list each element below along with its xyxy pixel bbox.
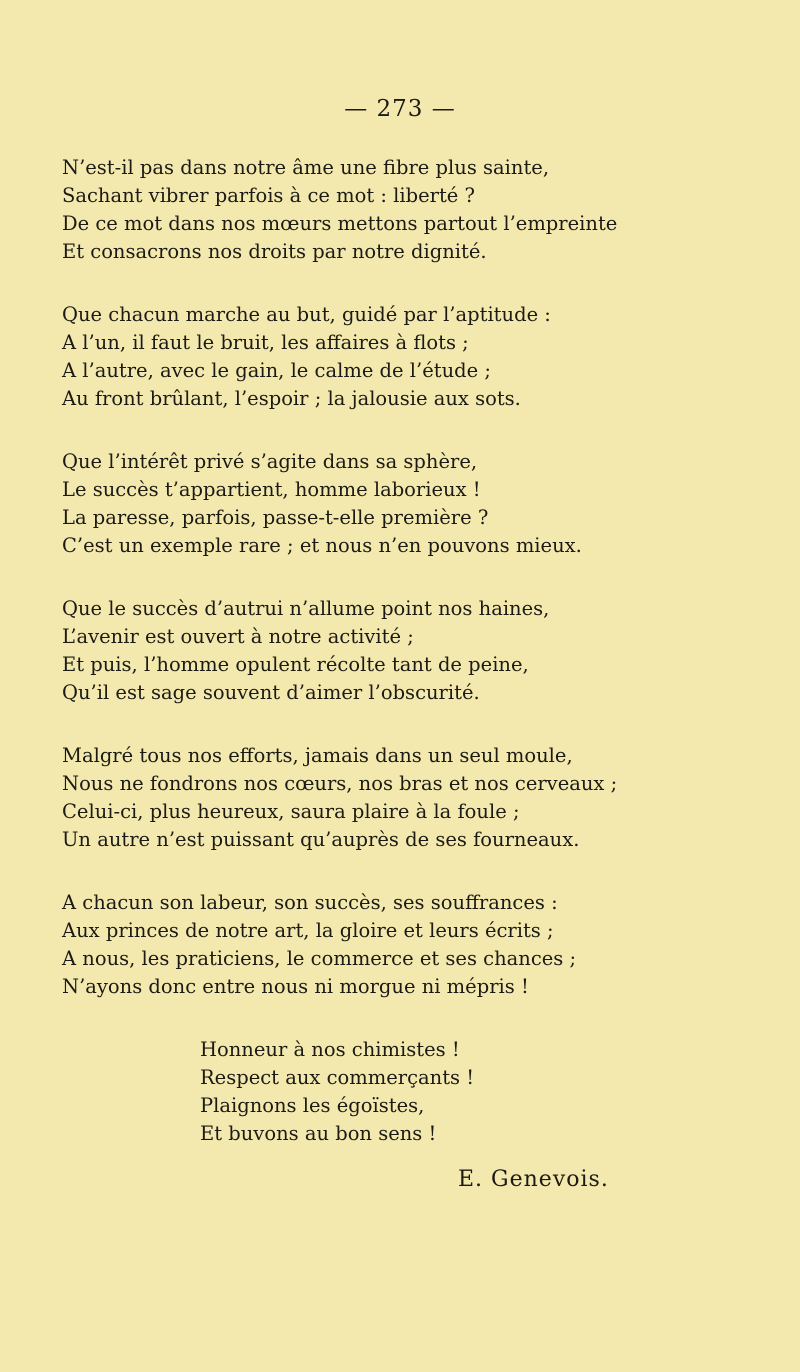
stanza-6	[62, 889, 752, 1001]
poem-line: Qu’il est sage souvent d’aimer l’obscurité.	[62, 681, 480, 704]
stanza-3	[62, 448, 752, 560]
refrain	[200, 1036, 752, 1148]
poem-line: Aux princes de notre art, la gloire et leurs écrits ;	[62, 919, 554, 942]
poem-line: Au front brûlant, l’espoir ; la jalousie aux sots.	[62, 387, 521, 410]
poem-line: Le succès t’appartient, homme laborieux !	[62, 478, 481, 501]
poem-line: C’est un exemple rare ; et nous n’en pouvons mieux.	[62, 534, 582, 557]
refrain-line: Plaignons les égoïstes,	[200, 1094, 425, 1117]
poem-line: Nous ne fondrons nos cœurs, nos bras et nos cerveaux ;	[62, 772, 618, 795]
stanza-4	[62, 595, 752, 707]
page-number: — 273 —	[344, 96, 456, 122]
poem-line: A l’un, il faut le bruit, les affaires à flots ;	[62, 331, 469, 354]
poem	[62, 154, 752, 1183]
poem-line: Que l’intérêt privé s’agite dans sa sphère,	[62, 450, 478, 473]
poem-line: De ce mot dans nos mœurs mettons partout l’empreinte	[62, 212, 618, 235]
poem-line: A chacun son labeur, son succès, ses souffrances :	[62, 891, 558, 914]
poem-line: Sachant vibrer parfois à ce mot : liberté ?	[62, 184, 475, 207]
author-signature: E. Genevois.	[458, 1167, 609, 1192]
refrain-line: Respect aux commerçants !	[200, 1066, 475, 1089]
refrain-line: Honneur à nos chimistes !	[200, 1038, 460, 1061]
poem-line: Et consacrons nos droits par notre dignité.	[62, 240, 487, 263]
poem-line: Que le succès d’autrui n’allume point nos haines,	[62, 597, 550, 620]
refrain-line: Et buvons au bon sens !	[200, 1122, 437, 1145]
poem-line: L’avenir est ouvert à notre activité ;	[62, 625, 414, 648]
poem-line: N’ayons donc entre nous ni morgue ni mépris !	[62, 975, 529, 998]
poem-line: Malgré tous nos efforts, jamais dans un seul moule,	[62, 744, 573, 767]
poem-line: A l’autre, avec le gain, le calme de l’étude ;	[62, 359, 491, 382]
stanza-1	[62, 154, 752, 266]
stanza-2	[62, 301, 752, 413]
poem-line: Celui-ci, plus heureux, saura plaire à la foule ;	[62, 800, 520, 823]
poem-line: A nous, les praticiens, le commerce et ses chances ;	[62, 947, 577, 970]
stanza-5	[62, 742, 752, 854]
poem-line: N’est-il pas dans notre âme une fibre plus sainte,	[62, 156, 550, 179]
poem-line: La paresse, parfois, passe-t-elle première ?	[62, 506, 489, 529]
poem-line: Que chacun marche au but, guidé par l’aptitude :	[62, 303, 551, 326]
poem-line: Un autre n’est puissant qu’auprès de ses fourneaux.	[62, 828, 580, 851]
poem-line: Et puis, l’homme opulent récolte tant de peine,	[62, 653, 529, 676]
